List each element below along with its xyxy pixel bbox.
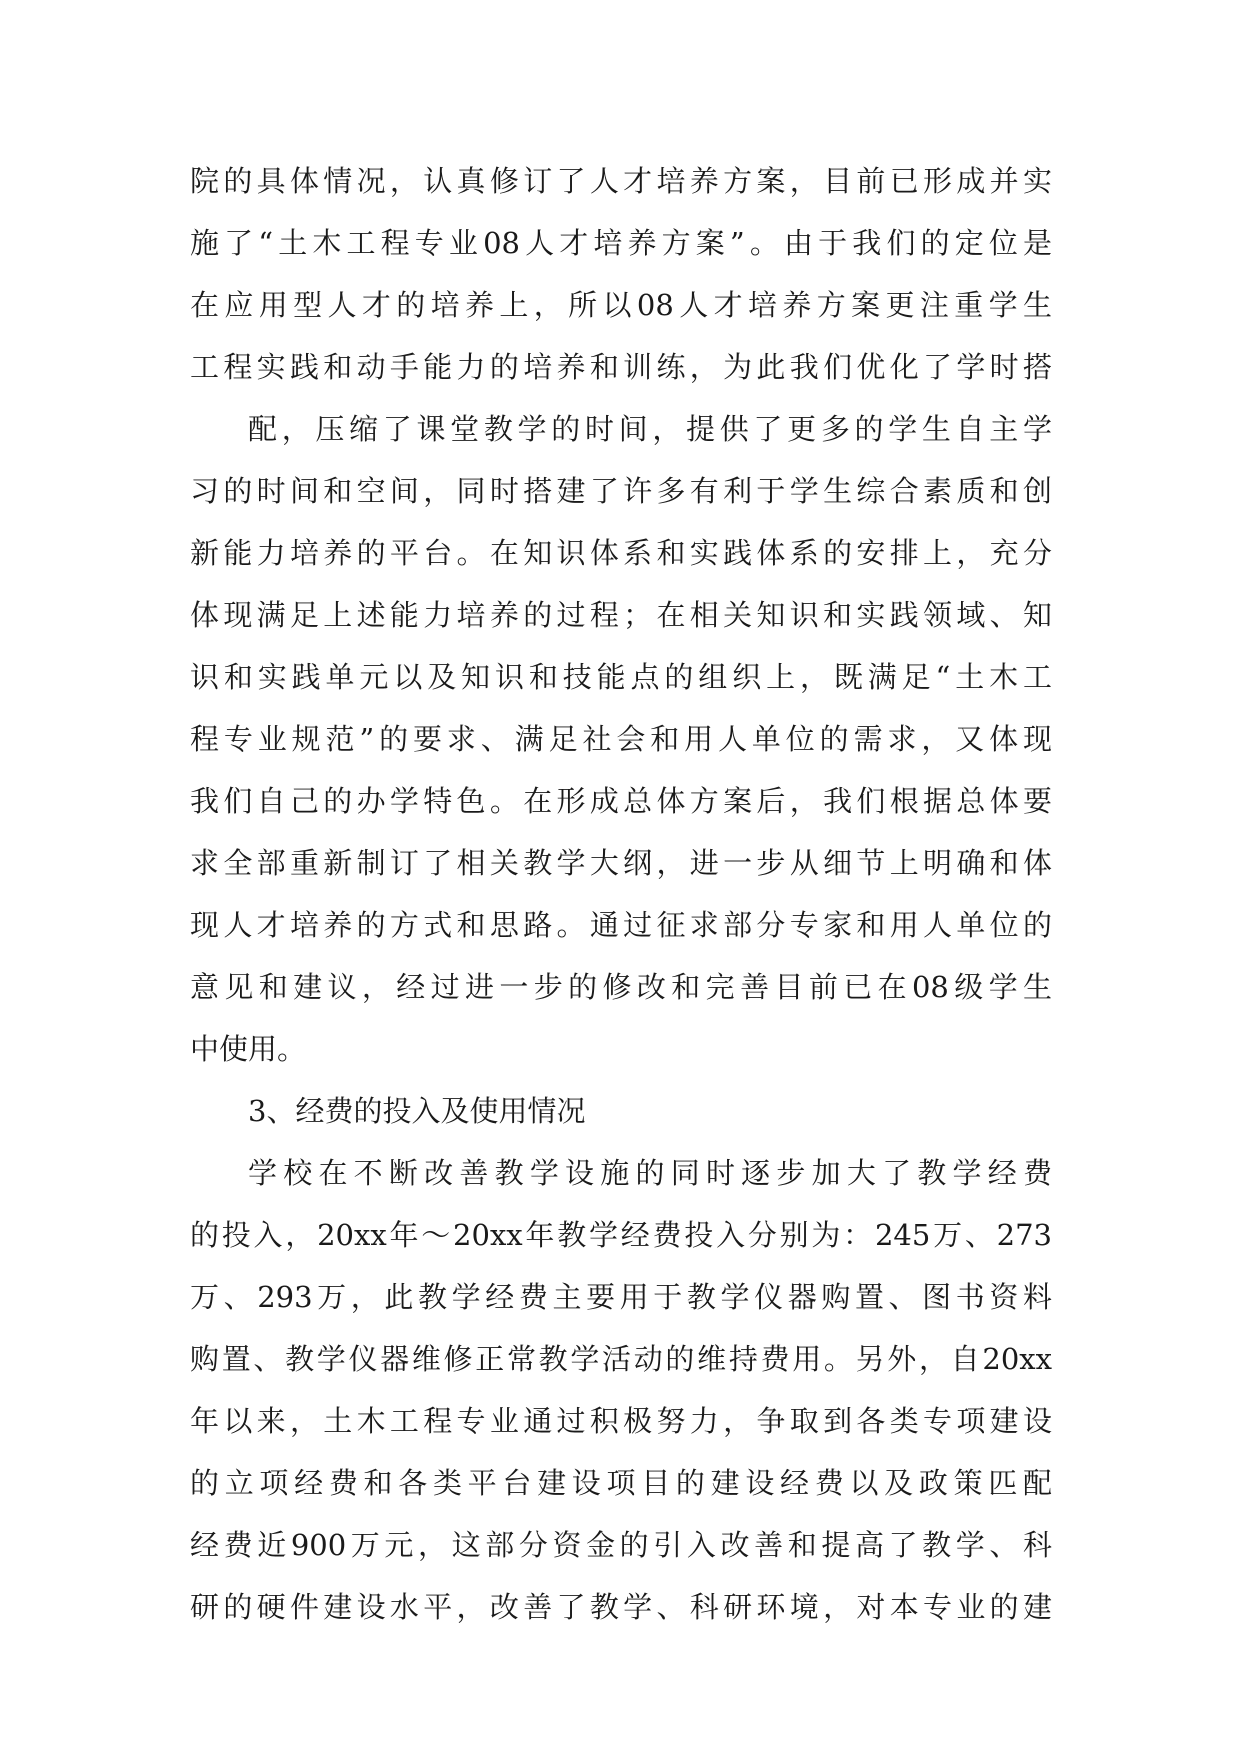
text-line: 我们自己的办学特色。在形成总体方案后，我们根据总体要 xyxy=(190,784,1052,818)
text-line: 在应用型人才的培养上，所以08人才培养方案更注重学生 xyxy=(190,288,1052,322)
text-line: 万、293万，此教学经费主要用于教学仪器购置、图书资料 xyxy=(190,1280,1052,1314)
text-line: 工程实践和动手能力的培养和训练，为此我们优化了学时搭 xyxy=(190,350,1052,384)
text-line: 购置、教学仪器维修正常教学活动的维持费用。另外，自20xx xyxy=(190,1342,1052,1376)
text-line: 习的时间和空间，同时搭建了许多有利于学生综合素质和创 xyxy=(190,474,1052,508)
text-line: 配，压缩了课堂教学的时间，提供了更多的学生自主学 xyxy=(248,412,1052,446)
text-line: 程专业规范”的要求、满足社会和用人单位的需求，又体现 xyxy=(190,722,1052,756)
text-line: 院的具体情况，认真修订了人才培养方案，目前已形成并实 xyxy=(190,164,1052,198)
text-line: 体现满足上述能力培养的过程；在相关知识和实践领域、知 xyxy=(190,598,1052,632)
text-line: 研的硬件建设水平，改善了教学、科研环境，对本专业的建 xyxy=(190,1590,1052,1624)
paragraph-funding xyxy=(190,1142,1052,1638)
text-line: 施了“土木工程专业08人才培养方案”。由于我们的定位是 xyxy=(190,226,1052,260)
text-line: 意见和建议，经过进一步的修改和完善目前已在08级学生 xyxy=(190,970,1052,1004)
text-line: 识和实践单元以及知识和技能点的组织上，既满足“土木工 xyxy=(190,660,1052,694)
text-line: 学校在不断改善教学设施的同时逐步加大了教学经费 xyxy=(248,1156,1052,1190)
text-line: 求全部重新制订了相关教学大纲，进一步从细节上明确和体 xyxy=(190,846,1052,880)
text-line: 经费近900万元，这部分资金的引入改善和提高了教学、科 xyxy=(190,1528,1052,1562)
paragraph-training-plan xyxy=(190,150,1052,398)
paragraph-course-schedule xyxy=(190,398,1052,1080)
document-page xyxy=(190,150,1052,1638)
text-line: 的立项经费和各类平台建设项目的建设经费以及政策匹配 xyxy=(190,1466,1052,1500)
section-heading: 3、经费的投入及使用情况 xyxy=(248,1094,586,1128)
text-line: 年以来，土木工程专业通过积极努力，争取到各类专项建设 xyxy=(190,1404,1052,1438)
text-line: 新能力培养的平台。在知识体系和实践体系的安排上，充分 xyxy=(190,536,1052,570)
text-line: 的投入，20xx年～20xx年教学经费投入分别为：245万、273 xyxy=(190,1218,1052,1252)
text-line: 中使用。 xyxy=(190,1032,307,1066)
text-line: 现人才培养的方式和思路。通过征求部分专家和用人单位的 xyxy=(190,908,1052,942)
